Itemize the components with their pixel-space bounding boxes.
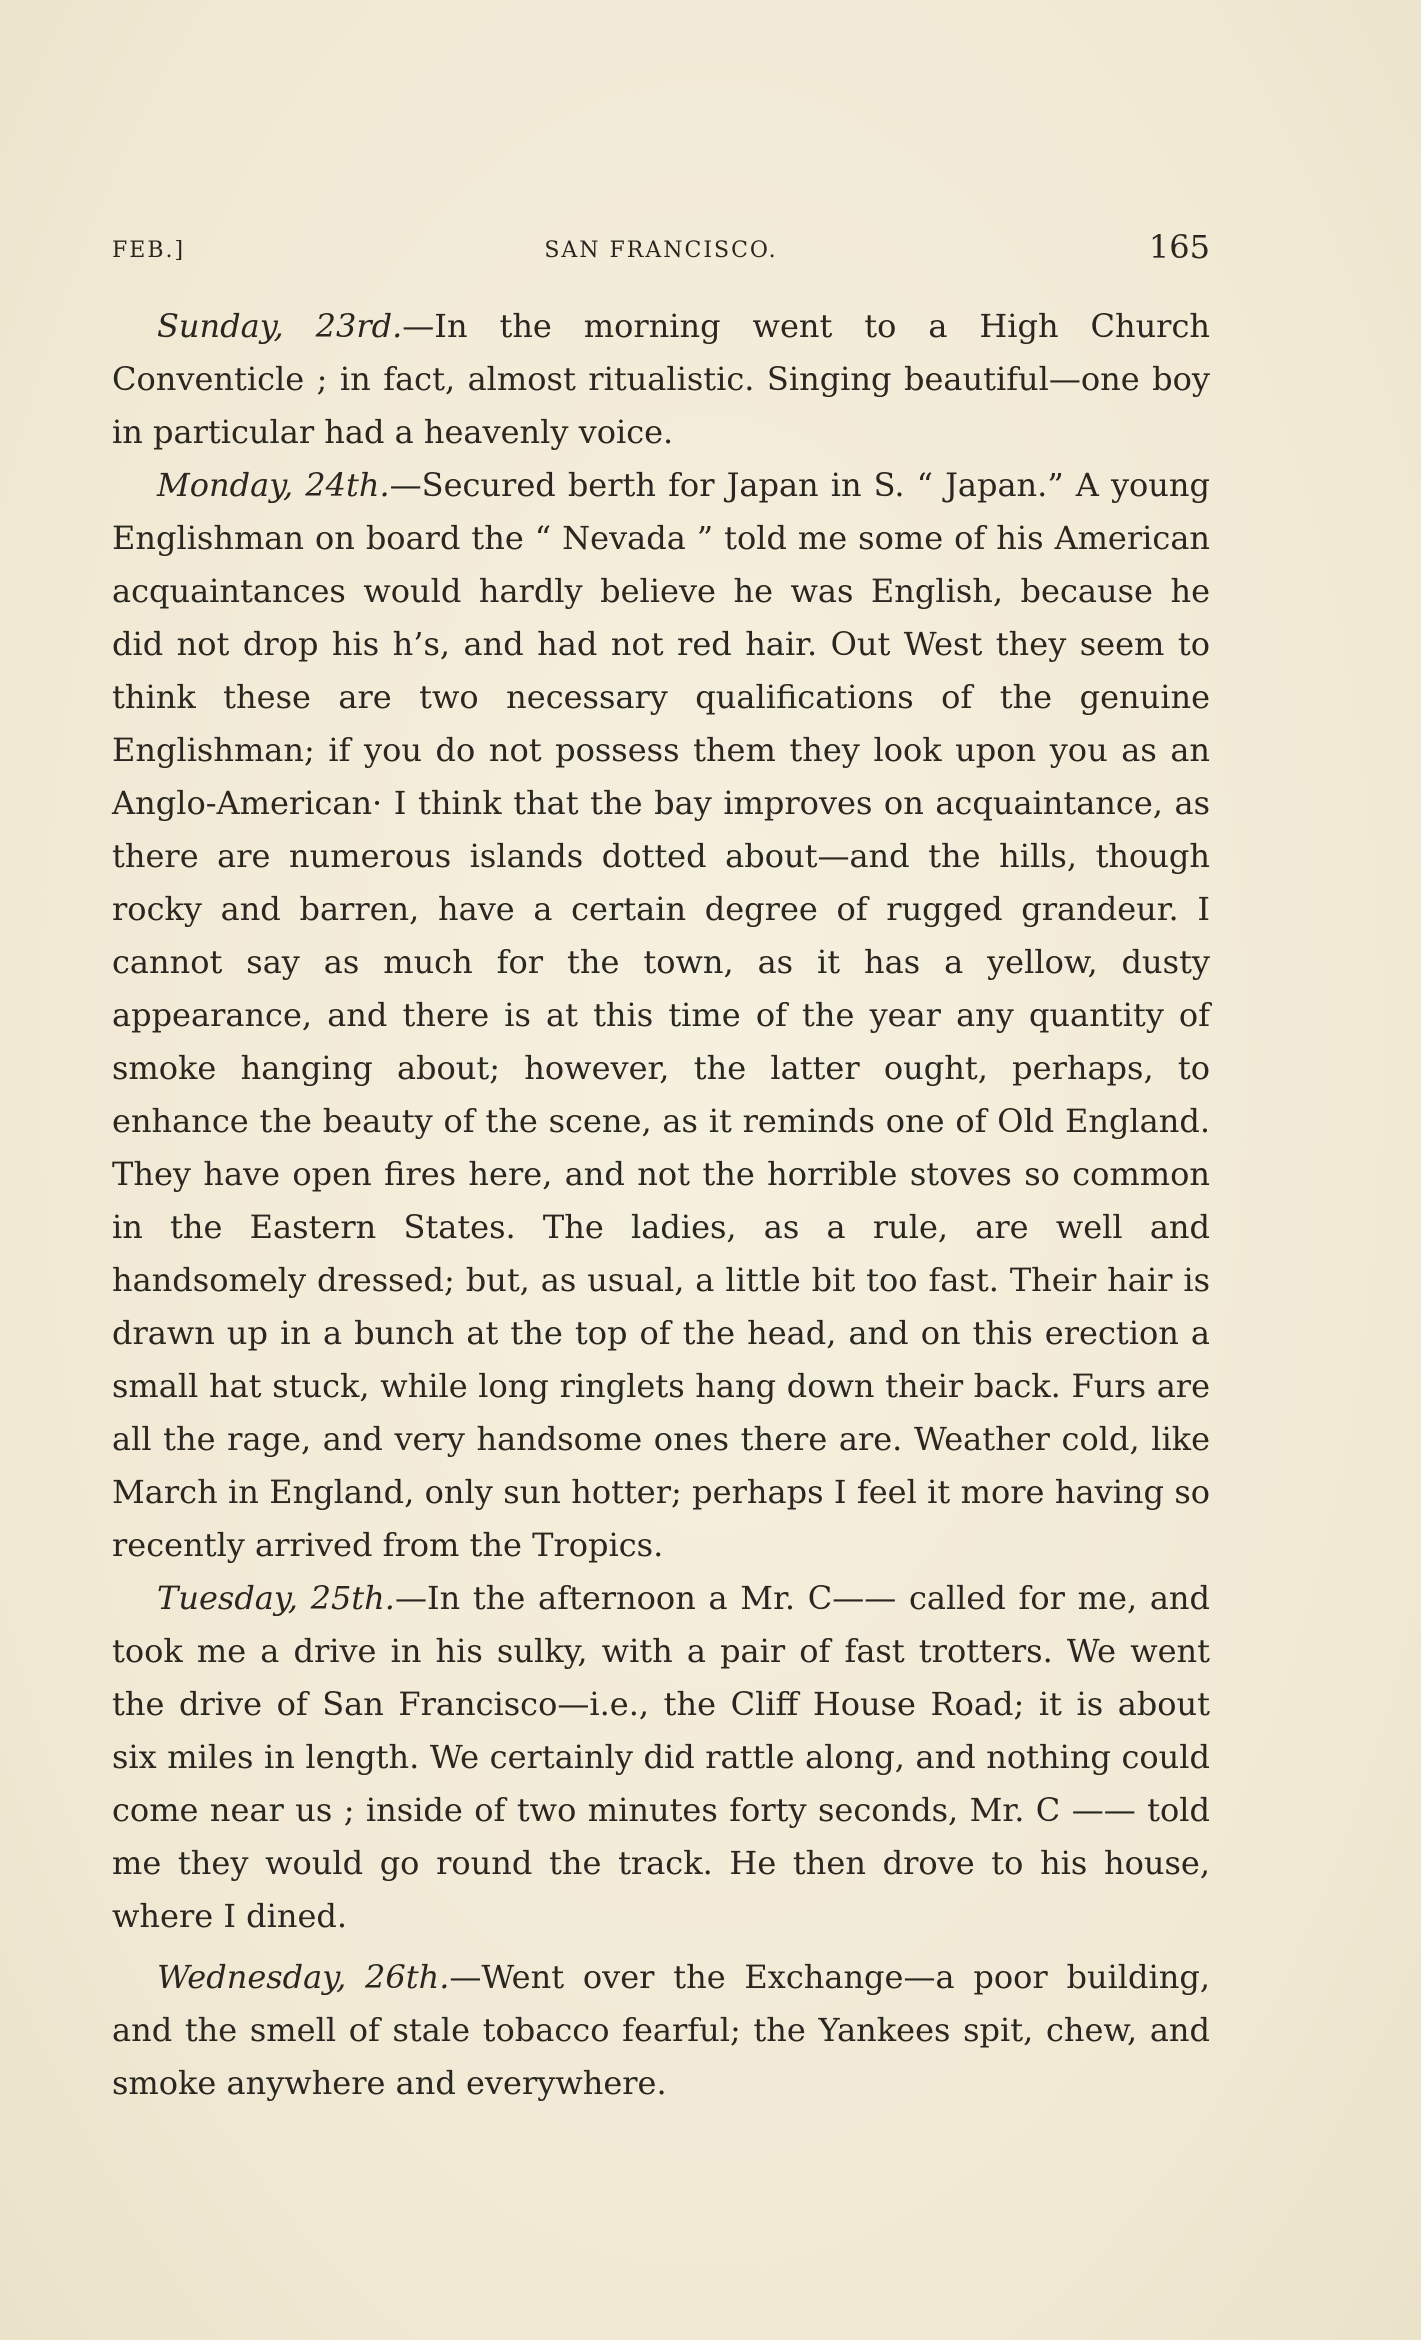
diary-text [112,300,1210,2110]
entry-text: —In the afternoon a Mr. C—— called for me, and took me a drive in his sulky, with a pair of fast trotters. We went the drive of San Francisco—i.e., the Cliff House Road; it is about six miles in length. We certainly did rattle along, and nothing could come near us ; inside of two minutes forty seconds, Mr. C —— told me they would go round the track. He then drove to his house, where I dined. [112,1579,1211,1935]
diary-entry-monday [112,459,1210,1572]
entry-date: Tuesday, 25th. [157,1579,395,1617]
diary-entry-sunday [112,300,1210,459]
running-head-month: FEB.] [112,238,186,263]
entry-date: Monday, 24th. [157,466,390,504]
entry-text: —In the morning went to a High Church Conventicle ; in fact, almost ritualistic. Singing beautiful—one boy in particular had a heavenly voice. [112,307,1211,451]
entry-text: —Went over the Exchange—a poor building, and the smell of stale tobacco fearful; the Yankees spit, chew, and smoke anywhere and everywhere. [112,1958,1211,2102]
running-head-title: SAN FRANCISCO. [544,238,778,263]
entry-date: Wednesday, 26th. [157,1958,450,1996]
running-head [112,228,1210,272]
entry-text: —Secured berth for Japan in S. “ Japan.” A young Englishman on board the “ Nevada ” told me some of his American acquaintances would hardly believe he was English, because he did not drop his h’s, and had not red hair. Out West they seem to think these are two necessary qualifications of the genuine Englishman; if you do not possess them they look upon you as an Anglo-American· I think that the bay improves on acquaintance, as there are numerous islands dotted about—and the hills, though rocky and barren, have a certain degree of rugged grandeur. I cannot say as much for the town, as it has a yellow, dusty appearance, and there is at this time of the year any quantity of smoke hanging about; however, the latter ought, perhaps, to enhance the beauty of the scene, as it reminds one of Old England. They have open fires here, and not the horrible stoves so common in the Eastern States. The ladies, as a rule, are well and handsomely dressed; but, as usual, a little bit too fast. Their hair is drawn up in a bunch at the top of the head, and on this erection a small hat stuck, while long ringlets hang down their back. Furs are all the rage, and very handsome ones there are. Weather cold, like March in England, only sun hotter; perhaps I feel it more having so recently arrived from the Tropics. [112,466,1211,1564]
page-number: 165 [1148,228,1210,266]
entry-date: Sunday, 23rd. [157,307,403,345]
diary-entry-wednesday [112,1951,1210,2110]
diary-entry-tuesday [112,1572,1210,1943]
